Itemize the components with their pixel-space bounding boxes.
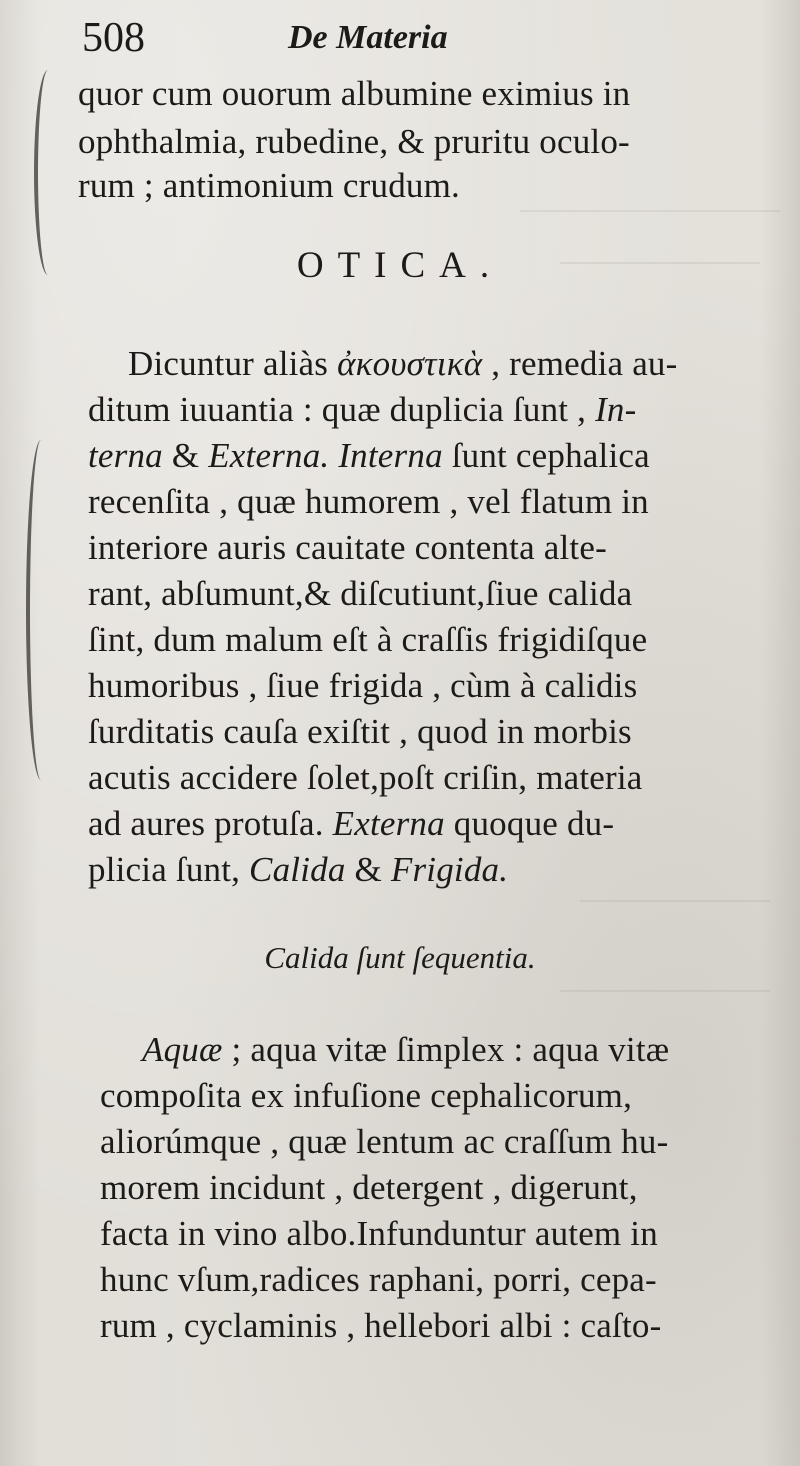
text-run: quoque du- xyxy=(444,804,615,843)
text-line xyxy=(100,1168,638,1208)
text-run: rant, abſumunt,& diſcutiunt,ſiue calida xyxy=(88,574,633,613)
text-line xyxy=(88,850,508,890)
text-run: hunc vſum,radices raphani, porri, cepa- xyxy=(100,1260,657,1299)
italic-text: Externa xyxy=(332,804,445,843)
text-run: ſint, dum malum eſt à craſſis frigidiſque xyxy=(88,620,648,659)
text-run: facta in vino albo.Infunduntur autem in xyxy=(100,1214,658,1253)
text-line xyxy=(88,666,637,706)
running-head: De Materia xyxy=(288,19,448,56)
text-run: interiore auris cauitate contenta alte- xyxy=(88,528,607,567)
text-line xyxy=(100,1260,657,1300)
text-line xyxy=(88,758,643,798)
text-line xyxy=(142,1030,669,1070)
text-line xyxy=(88,528,607,568)
subheading: Calida ſunt ſequentia. xyxy=(264,940,536,975)
text-run: compoſita ex infuſione cephalicorum, xyxy=(100,1076,633,1115)
text-line xyxy=(88,620,647,660)
text-run: humoribus , ſiue frigida , cùm à calidis xyxy=(88,666,638,705)
text-run: acutis accidere ſolet,poſt criſin, materia xyxy=(88,758,643,797)
italic-text: Interna xyxy=(338,436,443,475)
text-run: ſurditatis cauſa exiſtit , quod in morbis xyxy=(88,712,632,751)
text-run: recenſita , quæ humorem , vel flatum in xyxy=(88,482,649,521)
margin-bracket-mark xyxy=(26,440,56,780)
text-run: ad aures protuſa. xyxy=(88,804,333,843)
text-run: aliorúmque , quæ lentum ac craſſum hu- xyxy=(100,1122,669,1161)
section-title: OTICA. xyxy=(296,245,504,286)
text-run: morem incidunt , detergent , digerunt, xyxy=(100,1168,638,1207)
bleed-through-mark xyxy=(520,210,780,212)
text-line xyxy=(100,1076,632,1116)
text-line xyxy=(100,1214,658,1254)
text-line: ophthalmia, rubedine, & pruritu oculo- xyxy=(78,122,630,161)
bleed-through-mark xyxy=(560,990,770,992)
italic-text: Calida xyxy=(249,850,346,889)
text-run: & xyxy=(162,436,209,475)
text-line: quor cum ouorum albumine eximius in xyxy=(78,74,631,113)
text-run: ditum iuuantia : quæ duplicia ſunt , xyxy=(88,390,596,429)
text-run xyxy=(329,436,338,475)
text-line xyxy=(100,1306,661,1346)
text-line xyxy=(88,712,632,752)
text-run: rum , cyclaminis , hellebori albi : caſto- xyxy=(100,1306,662,1345)
text-line xyxy=(88,804,614,844)
italic-text: ἀκουστικὰ xyxy=(337,344,483,383)
italic-text: In- xyxy=(595,390,637,429)
page-header xyxy=(82,12,782,64)
italic-text: terna xyxy=(88,436,163,475)
italic-text: Frigida. xyxy=(390,850,509,889)
text-run: , remedia au- xyxy=(482,344,678,383)
text-line xyxy=(88,390,637,430)
text-line: rum ; antimonium crudum. xyxy=(78,166,460,205)
text-line xyxy=(88,436,650,476)
text-run: & xyxy=(345,850,391,889)
text-line xyxy=(128,344,677,384)
text-run: ; aqua vitæ ſimplex : aqua vitæ xyxy=(222,1030,670,1069)
bleed-through-mark xyxy=(580,900,770,902)
text-run: plicia ſunt, xyxy=(88,850,250,889)
italic-text: Aquæ xyxy=(142,1030,223,1069)
text-run: ſunt cephalica xyxy=(442,436,650,475)
text-line xyxy=(88,574,632,614)
text-run: Dicuntur aliàs xyxy=(128,344,338,383)
text-line xyxy=(100,1122,668,1162)
page-number: 508 xyxy=(82,15,145,61)
text-line xyxy=(88,482,649,522)
italic-text: Externa. xyxy=(208,436,330,475)
